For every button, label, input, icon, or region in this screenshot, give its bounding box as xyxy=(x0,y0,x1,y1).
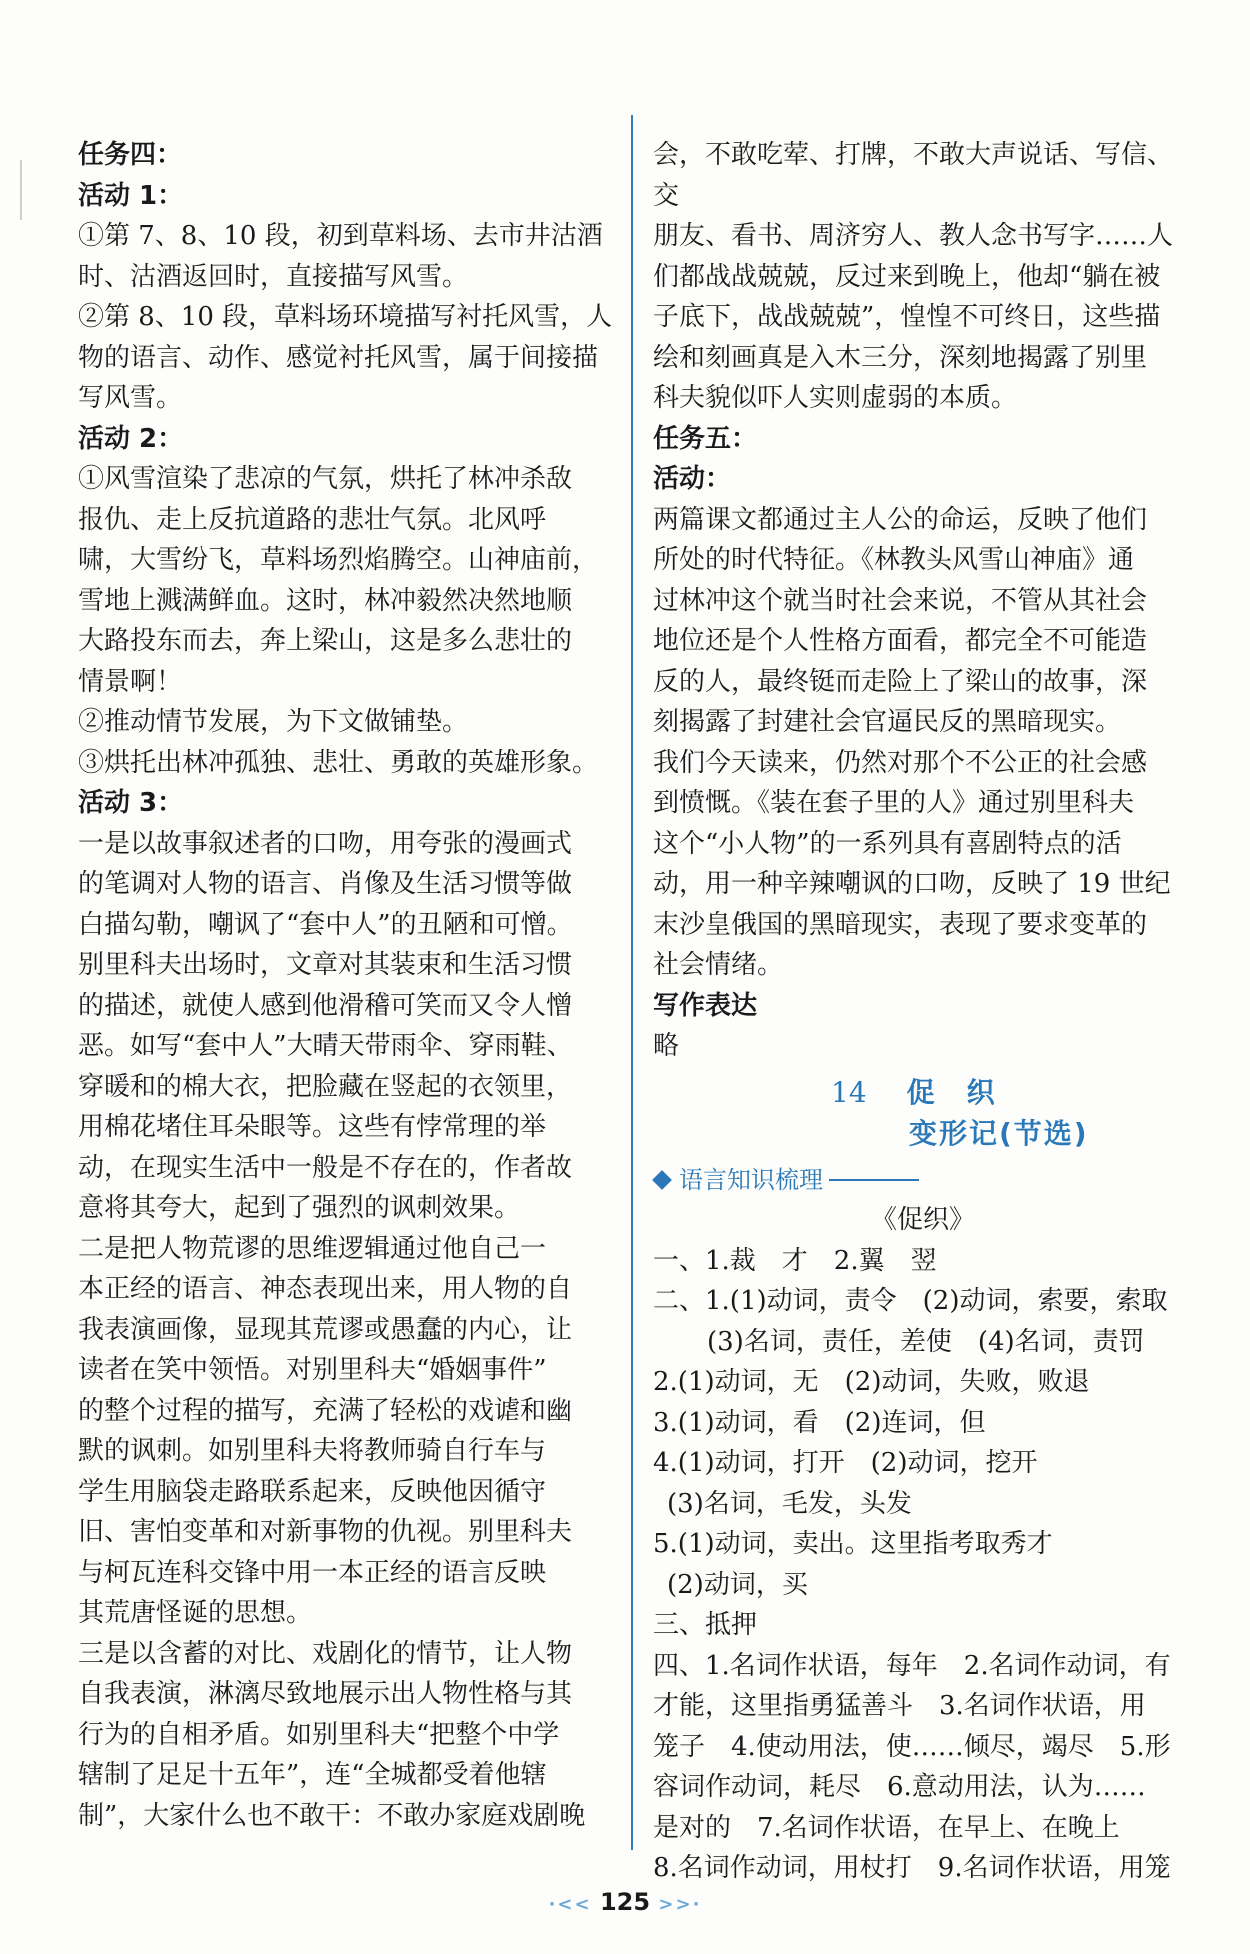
text-line: 动，用一种辛辣嘲讽的口吻，反映了 19 世纪 xyxy=(653,869,1171,899)
text-line: 物的语言、动作、感觉衬托风雪，属于间接描 xyxy=(78,342,599,373)
text-line: 笼子 4.使动用法，使……倾尽，竭尽 5.形 xyxy=(653,1731,1171,1762)
text-line: 别里科夫出场时，文章对其装束和生活习惯 xyxy=(78,950,573,980)
text-line: 时、沽酒返回时，直接描写风雪。 xyxy=(78,261,469,292)
text-line: 容词作动词，耗尽 6.意动用法，认为…… xyxy=(653,1772,1146,1802)
text-line: 与柯瓦连科交锋中用一本正经的语言反映 xyxy=(78,1557,547,1588)
text-line: 的描述，就使人感到他滑稽可笑而又令人憎 xyxy=(78,990,573,1021)
text-line: (3)名词，毛发，头发 xyxy=(667,1488,912,1519)
text-line: 二是把人物荒谬的思维逻辑通过他自己一 xyxy=(78,1233,547,1264)
right-column xyxy=(653,135,1193,1889)
page-footer xyxy=(0,1888,1250,1916)
text-line: 反的人，最终铤而走险上了梁山的故事，深 xyxy=(653,666,1148,697)
section-line xyxy=(829,1179,919,1181)
heading-activity: 活动： xyxy=(653,464,732,494)
text-line: 雪地上溅满鲜血。这时，林冲毅然决然地顺 xyxy=(78,585,573,616)
heading-task4: 任务四： xyxy=(78,140,183,170)
heading-activity2: 活动 2： xyxy=(78,423,184,454)
text-line: 动，在现实生活中一般是不存在的，作者故 xyxy=(78,1152,573,1183)
text-line: 3.(1)动词，看 (2)连词，但 xyxy=(653,1407,986,1438)
text-line: 的笔调对人物的语言、肖像及生活习惯等做 xyxy=(78,869,573,899)
text-line: 两篇课文都通过主人公的命运，反映了他们 xyxy=(653,504,1148,535)
text-line: 三是以含蓄的对比、戏剧化的情节，让人物 xyxy=(78,1638,573,1669)
text-line: 辖制了足足十五年”，连“全城都受着他辖 xyxy=(78,1760,547,1790)
text-line: 穿暖和的棉大衣，把脸藏在竖起的衣领里， xyxy=(78,1071,573,1102)
lesson-number: 14 xyxy=(831,1075,867,1109)
heading-activity3: 活动 3： xyxy=(78,788,184,818)
text-line: (3)名词，责任，差使 (4)名词，责罚 xyxy=(707,1326,1145,1357)
section-header xyxy=(653,1160,1193,1201)
text-line: 意将其夸大，起到了强烈的讽刺效果。 xyxy=(78,1193,521,1223)
text-line: 所处的时代特征。《林教头风雪山神庙》通 xyxy=(653,545,1135,575)
text-line: 科夫貌似吓人实则虚弱的本质。 xyxy=(653,383,1018,413)
text-line: 读者在笑中领悟。对别里科夫“婚姻事件” xyxy=(78,1355,547,1385)
footer-ornament-left: ·<< xyxy=(548,1894,592,1915)
text-line: 这个“小人物”的一系列具有喜剧特点的活 xyxy=(653,828,1122,859)
text-line: 制”，大家什么也不敢干：不敢办家庭戏剧晚 xyxy=(78,1800,586,1831)
text-line: 社会情绪。 xyxy=(653,950,784,980)
column-divider xyxy=(631,115,633,1850)
heading-writing: 写作表达 xyxy=(653,990,758,1021)
text-line: 是对的 7.名词作状语，在早上、在晚上 xyxy=(653,1812,1120,1843)
text-line: 一是以故事叙述者的口吻，用夸张的漫画式 xyxy=(78,828,573,859)
text-line: ②第 8、10 段，草料场环境描写衬托风雪，人 xyxy=(78,302,613,332)
text-line: 略 xyxy=(653,1031,680,1061)
text-line: 学生用脑袋走路联系起来，反映他因循守 xyxy=(78,1476,547,1507)
text-line: 4.(1)动词，打开 (2)动词，挖开 xyxy=(653,1448,1038,1478)
page-number: 125 xyxy=(599,1888,651,1916)
text-line: 行为的自相矛盾。如别里科夫“把整个中学 xyxy=(78,1719,560,1750)
text-line: 2.(1)动词，无 (2)动词，失败，败退 xyxy=(653,1367,1090,1397)
footer-ornament-right: >>· xyxy=(658,1894,702,1915)
text-line: 过林冲这个就当时社会来说，不管从其社会 xyxy=(653,585,1148,616)
text-line: 二、1.(1)动词，责令 (2)动词，索要，索取 xyxy=(653,1286,1168,1316)
subtitle: 《促织》 xyxy=(870,1205,975,1235)
text-line: (2)动词，买 xyxy=(667,1569,808,1600)
text-line: 默的讽刺。如别里科夫将教师骑自行车与 xyxy=(78,1436,547,1466)
text-line: 会，不敢吃荤、打牌，不敢大声说话、写信、交 xyxy=(653,140,1174,211)
section-title: 语言知识梳理 xyxy=(679,1165,823,1194)
text-line: 其荒唐怪诞的思想。 xyxy=(78,1598,313,1628)
text-line: 我表演画像，显现其荒谬或愚蠢的内心，让 xyxy=(78,1314,573,1345)
text-line: 报仇、走上反抗道路的悲壮气氛。北风呼 xyxy=(78,504,547,535)
text-line: 用棉花堵住耳朵眼等。这些有悖常理的举 xyxy=(78,1112,547,1142)
text-line: 一、1.裁 才 2.翼 翌 xyxy=(653,1245,937,1276)
lesson-title-1: 促 织 xyxy=(906,1075,997,1109)
text-line: 四、1.名词作状语，每年 2.名词作动词，有 xyxy=(653,1650,1171,1681)
text-line: 们都战战兢兢，反过来到晚上，他却“躺在被 xyxy=(653,261,1161,292)
text-line: 写风雪。 xyxy=(78,383,183,413)
text-line: 自我表演，淋漓尽致地展示出人物性格与其 xyxy=(78,1679,573,1709)
text-line: ②推动情节发展，为下文做铺垫。 xyxy=(78,707,469,737)
text-line: 三、抵押 xyxy=(653,1610,758,1640)
text-line: 末沙皇俄国的黑暗现实，表现了要求变革的 xyxy=(653,909,1148,940)
text-line: 旧、害怕变革和对新事物的仇视。别里科夫 xyxy=(78,1517,573,1547)
heading-task5: 任务五： xyxy=(653,423,758,454)
text-line: ①风雪渲染了悲凉的气氛，烘托了林冲杀敌 xyxy=(78,464,573,494)
text-line: 我们今天读来，仍然对那个不公正的社会感 xyxy=(653,747,1148,778)
lesson-title-line1 xyxy=(653,1073,1193,1115)
text-line: ①第 7、8、10 段，初到草料场、去市井沽酒 xyxy=(78,221,603,251)
text-line: 绘和刻画真是入木三分，深刻地揭露了别里 xyxy=(653,342,1148,373)
text-line: 5.(1)动词，卖出。这里指考取秀才 xyxy=(653,1529,1053,1559)
text-line: 刻揭露了封建社会官逼民反的黑暗现实。 xyxy=(653,707,1122,737)
text-line: 8.名词作动词，用杖打 9.名词作状语，用笼 xyxy=(653,1853,1171,1883)
lesson-title-line2 xyxy=(653,1114,1193,1156)
text-line: 本正经的语言、神态表现出来，用人物的自 xyxy=(78,1274,573,1304)
text-line: 朋友、看书、周济穷人、教人念书写字……人 xyxy=(653,221,1174,251)
left-column xyxy=(78,135,613,1836)
text-line: 恶。如写“套中人”大晴天带雨伞、穿雨鞋、 xyxy=(78,1031,573,1061)
heading-activity1: 活动 1： xyxy=(78,180,184,211)
lesson-title-2: 变形记(节选) xyxy=(909,1117,1089,1150)
margin-mark xyxy=(20,160,22,220)
text-line: 情景啊！ xyxy=(78,666,183,697)
text-line: 地位还是个人性格方面看，都完全不可能造 xyxy=(653,626,1148,656)
diamond-icon xyxy=(652,1170,672,1190)
text-line: 子底下，战战兢兢”，惶惶不可终日，这些描 xyxy=(653,302,1161,332)
text-line: 啸，大雪纷飞，草料场烈焰腾空。山神庙前， xyxy=(78,545,599,575)
text-line: 才能，这里指勇猛善斗 3.名词作状语，用 xyxy=(653,1691,1146,1721)
text-line: 的整个过程的描写，充满了轻松的戏谑和幽 xyxy=(78,1395,573,1426)
text-line: ③烘托出林冲孤独、悲壮、勇敢的英雄形象。 xyxy=(78,747,599,778)
text-line: 白描勾勒，嘲讽了“套中人”的丑陋和可憎。 xyxy=(78,909,573,940)
text-line: 到愤慨。《装在套子里的人》通过别里科夫 xyxy=(653,788,1135,818)
text-line: 大路投东而去，奔上梁山，这是多么悲壮的 xyxy=(78,626,573,656)
